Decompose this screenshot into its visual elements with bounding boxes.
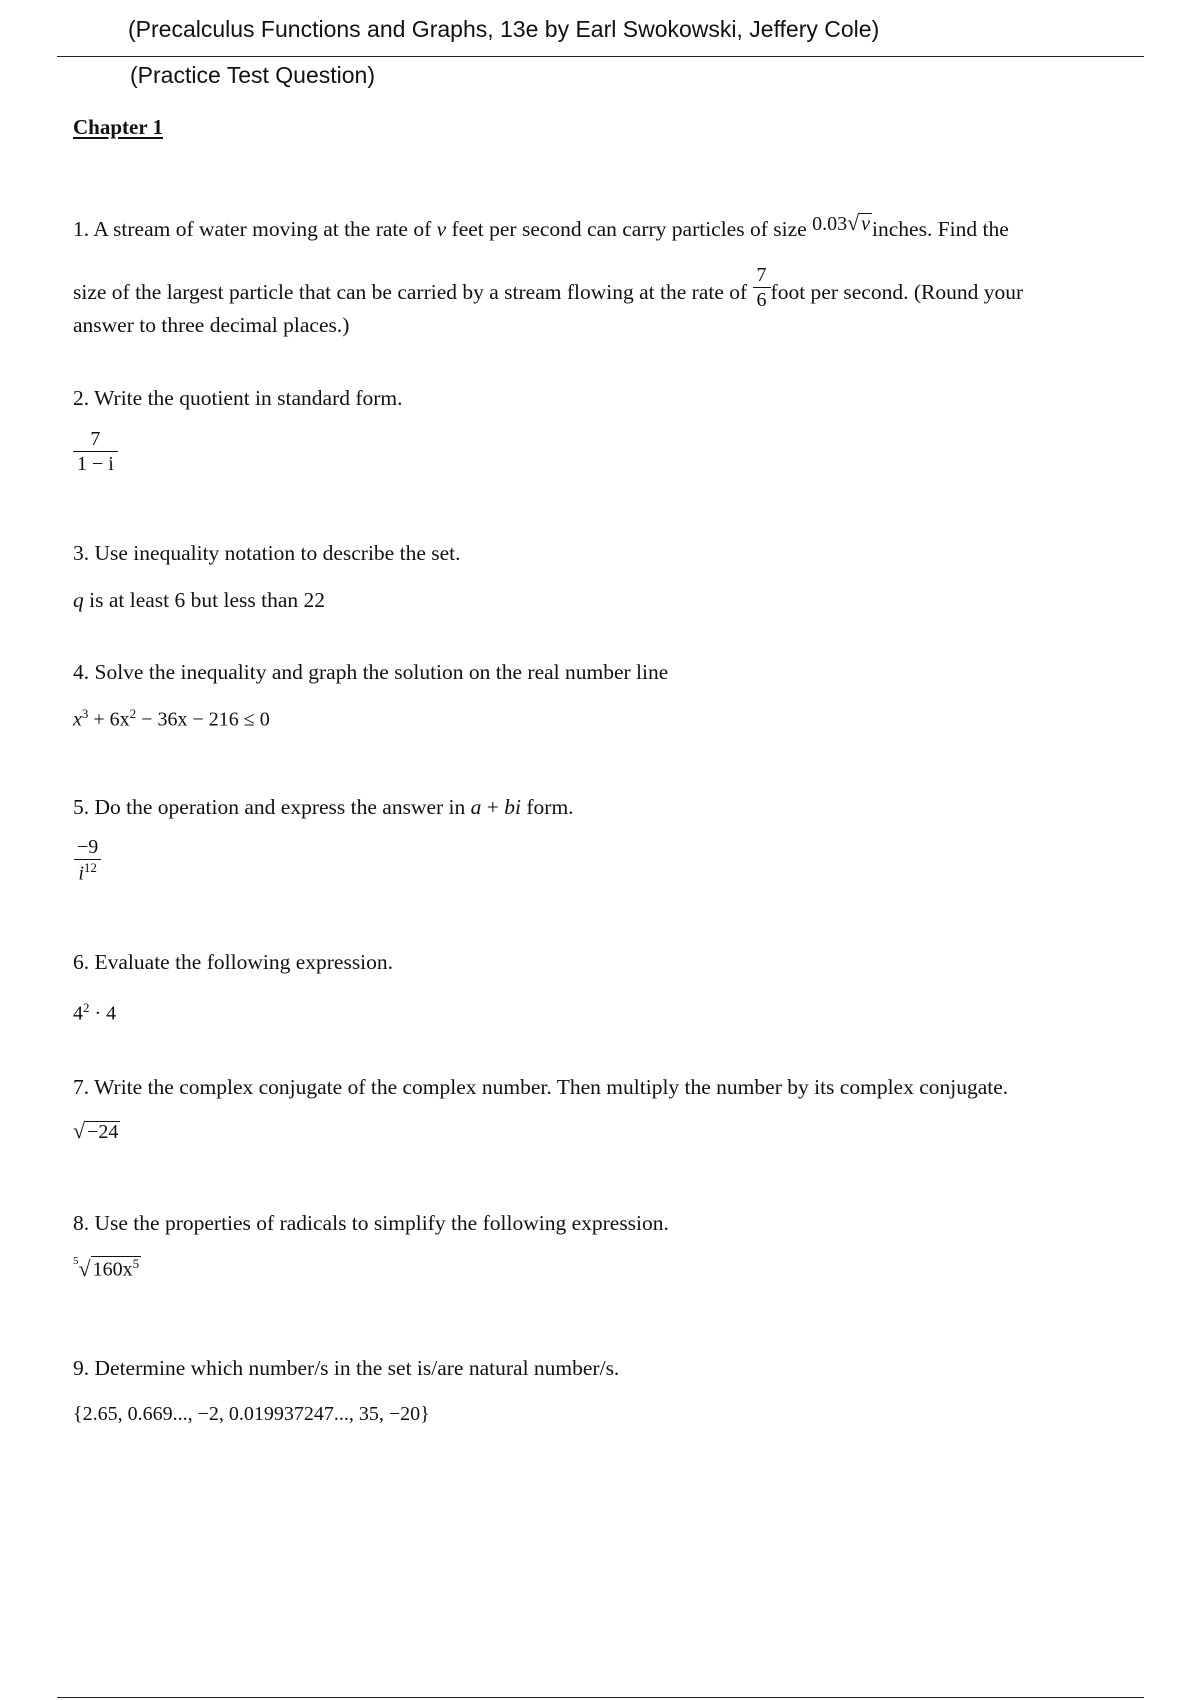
particle-size-expression: 0.03√ v — [812, 210, 871, 235]
footer-divider — [57, 1697, 1144, 1698]
question-1-line-1: 1. A stream of water moving at the rate of v feet per second can carry particles of size 0.03√ vinches. Find the — [73, 210, 1009, 241]
question-8-expression — [73, 1256, 141, 1282]
question-3-stem: 3. Use inequality notation to describe the set. — [73, 541, 461, 565]
question-9-stem: 9. Determine which number/s in the set is/are natural number/s. — [73, 1356, 620, 1380]
operation-fraction: $\frac{-9}{i^{12}}$ — [73, 836, 102, 886]
question-3-expression: q is at least 6 but less than 22 — [73, 588, 325, 612]
question-2-expression — [73, 428, 118, 476]
header-divider — [57, 56, 1144, 57]
question-1-line-2: size of the largest particle that can be carried by a stream flowing at the rate of $\frac{7}{6}$ foot per second. (Round your — [73, 264, 1024, 311]
chapter-heading: Chapter 1 — [73, 115, 164, 139]
question-7-expression — [73, 1118, 120, 1144]
question-6-expression: $4^2 \cdot 4$ — [73, 1000, 117, 1025]
question-7-stem: 7. Write the complex conjugate of the complex number. Then multiply the number by its complex conjugate. — [73, 1075, 1009, 1099]
question-5-expression — [73, 836, 102, 886]
question-8-stem: 8. Use the properties of radicals to simplify the following expression. — [73, 1211, 669, 1235]
quotient-fraction: $\frac{7}{1 - i}$ — [73, 428, 118, 476]
question-4-stem: 4. Solve the inequality and graph the solution on the real number line — [73, 660, 669, 684]
question-6-stem: 6. Evaluate the following expression. — [73, 950, 394, 974]
fifth-root: $^5$√ $160x^5$ — [73, 1255, 140, 1281]
question-5-stem: 5. Do the operation and express the answer in a + bi form. — [73, 795, 574, 819]
document-source-title: (Precalculus Functions and Graphs, 13e by Earl Swokowski, Jeffery Cole) — [128, 16, 880, 42]
square-root: √ −24 — [73, 1118, 119, 1143]
question-4-inequality: $x^3 + 6x^2 - 36x - 216 \le 0$ — [73, 706, 270, 731]
question-9-set: {2.65, 0.669..., −2, 0.019937247..., 35, −20} — [73, 1403, 430, 1425]
square-root: √ v — [847, 210, 871, 235]
rate-fraction: $\frac{7}{6}$ — [753, 264, 771, 312]
question-1-line-3: answer to three decimal places.) — [73, 313, 350, 337]
question-2-stem: 2. Write the quotient in standard form. — [73, 386, 403, 410]
document-subtitle: (Practice Test Question) — [130, 62, 376, 88]
